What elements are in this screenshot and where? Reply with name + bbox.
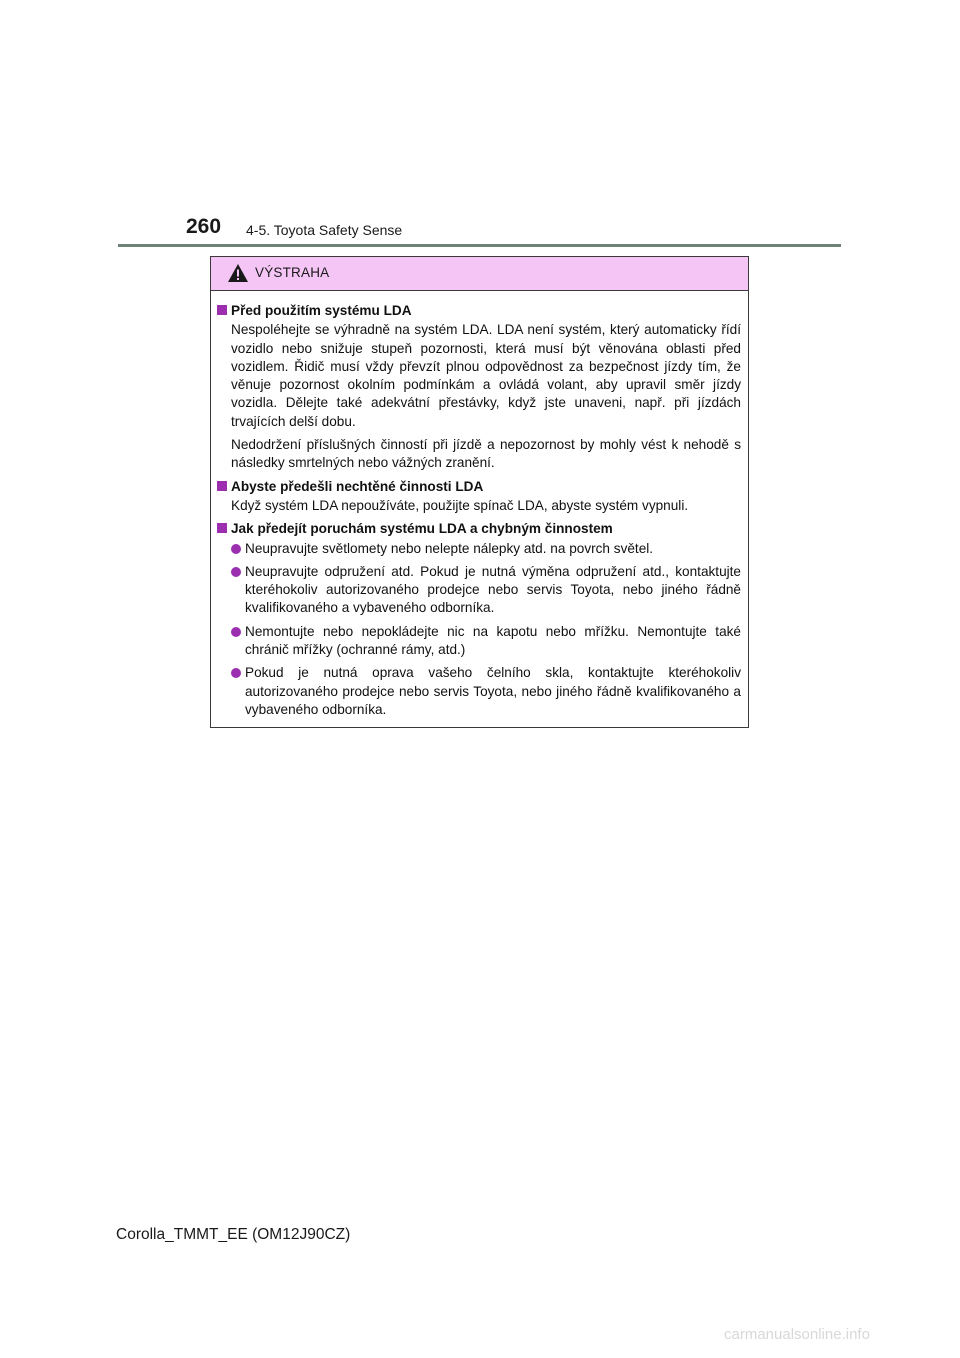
section-title: 4-5. Toyota Safety Sense: [246, 222, 403, 238]
section-before-use: [217, 302, 741, 473]
round-bullet-icon: [231, 567, 241, 577]
paragraph: Když systém LDA nepoužíváte, použijte spínač LDA, abyste systém vypnuli.: [231, 497, 689, 513]
list-item: [231, 540, 741, 558]
page-number: 260: [186, 215, 222, 238]
warning-title: VÝSTRAHA: [255, 265, 330, 280]
round-bullet-icon: [231, 627, 241, 637]
list-item: [231, 623, 741, 660]
square-bullet-icon: [217, 523, 227, 533]
paragraph: Nespoléhejte se výhradně na systém LDA. LDA není systém, který automaticky řídí vozidlo nebo snižuje stupeň pozornosti, která musí být věnována oblasti před vozidlem. Řidič musí vždy převzít plnou odpovědnost za bezpečnost jízdy tím, že věnuje pozornost okolním podmínkám a ovládá volant, aby upravil směr jízdy vozidla. Dělejte také adekvátní přestávky, když jste unaveni, např. při jízdách trvajících delší dobu.: [231, 322, 741, 429]
section-heading: [217, 520, 741, 538]
square-bullet-icon: [217, 305, 227, 315]
section-heading: [217, 478, 741, 496]
warning-header: [211, 257, 748, 291]
list-item-text: Nemontujte nebo nepokládejte nic na kapotu nebo mřížku. Nemontujte také chránič mřížky (ochranné rámy, atd.): [245, 623, 741, 658]
header-divider: [118, 244, 841, 247]
list-item-text: Neupravujte světlomety nebo nelepte nálepky atd. na povrch světel.: [245, 540, 654, 556]
section-heading: [217, 302, 741, 320]
watermark: carmanualsonline.info: [724, 1326, 870, 1343]
round-bullet-icon: [231, 544, 241, 554]
warning-triangle-icon: [227, 263, 249, 283]
section-heading-text: Před použitím systému LDA: [231, 303, 412, 318]
section-heading-text: Jak předejít poruchám systému LDA a chybným činnostem: [231, 521, 613, 537]
section-prevent-malfunction: [217, 520, 741, 719]
warning-box: [210, 256, 749, 728]
section-heading-text: Abyste předešli nechtěné činnosti LDA: [231, 478, 484, 494]
round-bullet-icon: [231, 668, 241, 678]
list-item: [231, 664, 741, 719]
list-item-text: Pokud je nutná oprava vašeho čelního skla, kontaktujte kteréhokoliv autorizovaného prodejce nebo servis Toyota, nebo jiného řádně kvalifikovaného a vybaveného odborníka.: [245, 665, 741, 717]
section-prevent-unwanted: [217, 478, 741, 516]
list-item: [231, 563, 741, 618]
page-header: [0, 212, 960, 252]
warning-body: [211, 291, 748, 719]
document-code: Corolla_TMMT_EE (OM12J90CZ): [116, 1226, 351, 1243]
paragraph: Nedodržení příslušných činností při jízdě a nepozornost by mohly vést k nehodě s následky smrtelných nebo vážných zranění.: [231, 437, 741, 471]
list-item-text: Neupravujte odpružení atd. Pokud je nutná výměna odpružení atd., kontaktujte kteréhokoliv autorizovaného prodejce nebo servis Toyota, nebo jiného řádně kvalifikovaného a vybaveného odborníka.: [245, 563, 741, 616]
square-bullet-icon: [217, 481, 227, 491]
